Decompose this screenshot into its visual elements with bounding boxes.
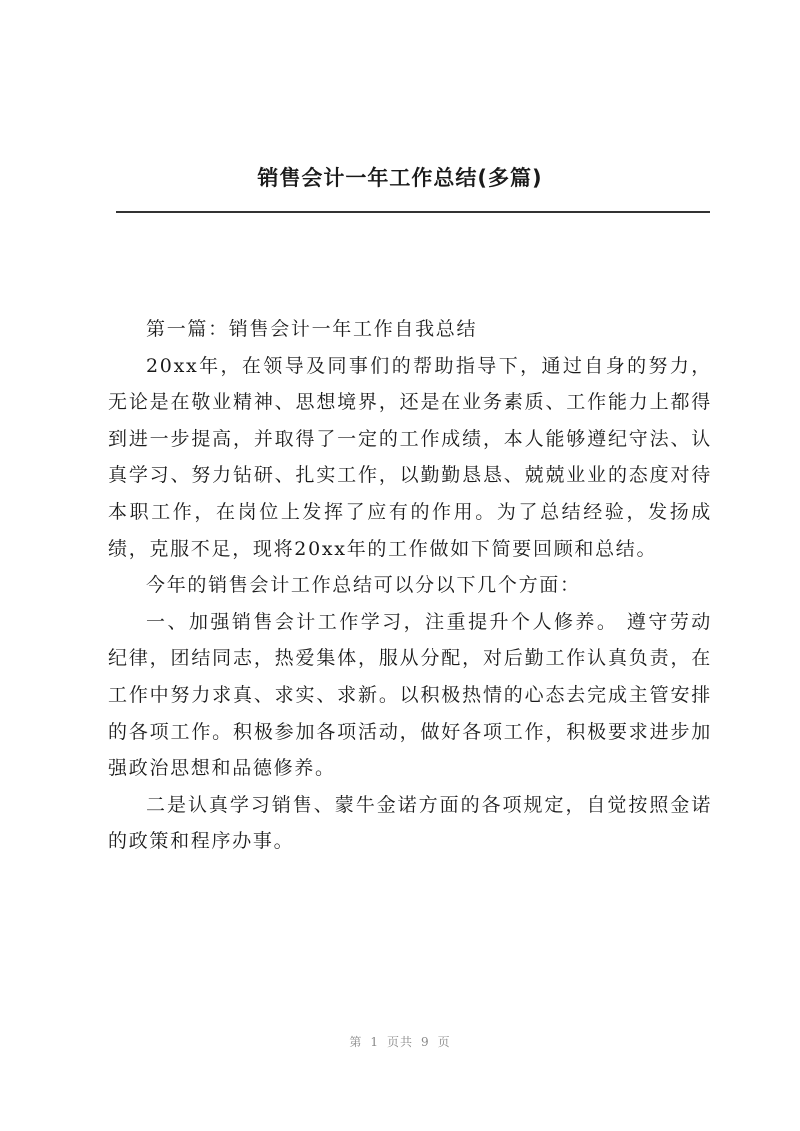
paragraph: 一、加强销售会计工作学习，注重提升个人修养。 遵守劳动纪律，团结同志，热爱集体，服从分配，对后勤工作认真负责，在工作中努力求真、求实、求新。以积极热情的心态去完成主管安排的各项工作。积极参加各项活动，做好各项工作，积极要求进步加强政治思想和品德修养。: [108, 610, 712, 780]
paragraph: 今年的销售会计工作总结可以分以下几个方面：: [146, 574, 581, 597]
document-title: 销售会计一年工作总结(多篇): [257, 166, 543, 190]
footer-suffix: 页: [437, 1035, 451, 1049]
footer-middle: 页共: [386, 1035, 413, 1049]
footer-total-pages: 9: [421, 1035, 430, 1049]
footer-page-number: 1: [370, 1035, 379, 1049]
title-underline: [116, 211, 710, 213]
page-footer: [0, 1033, 800, 1050]
paragraph: 二是认真学习销售、蒙牛金诺方面的各项规定，自觉按照金诺的政策和程序办事。: [108, 793, 712, 853]
document-body: [108, 311, 712, 860]
section-heading: 第一篇：销售会计一年工作自我总结: [146, 318, 478, 340]
footer-prefix: 第: [349, 1035, 363, 1049]
paragraph: 20xx年，在领导及同事们的帮助指导下，通过自身的努力，无论是在敬业精神、思想境界，还是在业务素质、工作能力上都得到进一步提高，并取得了一定的工作成绩，本人能够遵纪守法、认真学习、努力钻研、扎实工作，以勤勤恳恳、兢兢业业的态度对待本职工作，在岗位上发挥了应有的作用。为了总结经验，发扬成绩，克服不足，现将20xx年的工作做如下简要回顾和总结。: [108, 354, 712, 560]
